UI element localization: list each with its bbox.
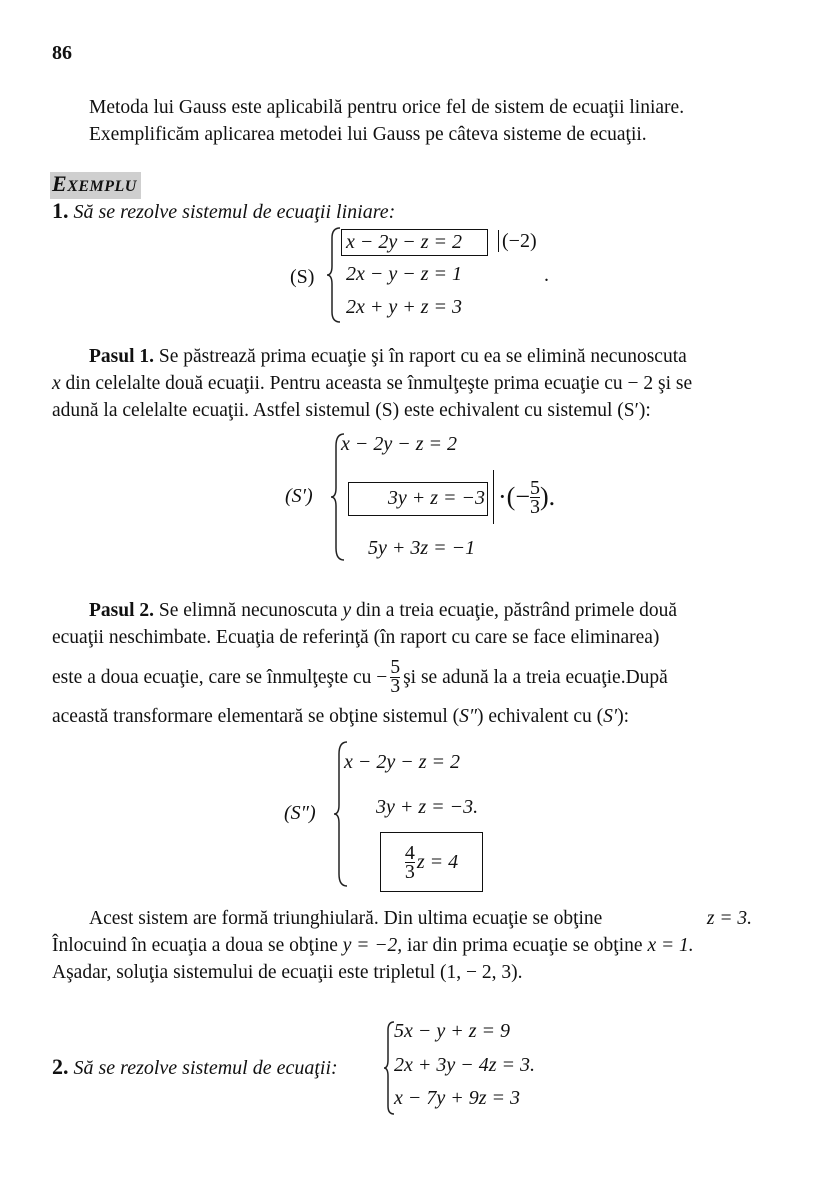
variable: y <box>342 600 352 621</box>
equation: x = 1. <box>647 935 694 956</box>
equation: x − 2y − z = 2 <box>344 751 461 773</box>
page-number: 86 <box>52 42 72 64</box>
example-1-title <box>52 198 395 224</box>
variable: x <box>52 373 61 394</box>
example-number: 2. <box>52 1054 69 1079</box>
conclusion-text: iar din prima ecuaţie se obţine <box>407 935 643 956</box>
example-number: 1. <box>52 198 69 223</box>
step-1-paragraph <box>52 343 752 424</box>
system-s-double-prime-label: (S″) <box>284 802 316 824</box>
step-text: Se păstrează prima ecuaţie şi în raport cu ea se elimină necunoscuta <box>158 346 687 367</box>
multiplier-annotation <box>498 470 555 524</box>
example-section-badge <box>50 172 141 199</box>
example-2-title <box>52 1054 338 1080</box>
step-text: Se elimnă necunoscuta <box>158 600 338 621</box>
left-brace-icon <box>326 226 342 324</box>
pivot-equation-box <box>380 832 483 892</box>
conclusion-text: Aşadar, soluţia sistemului de ecuaţii este tripletul (1, − 2, 3). <box>52 962 523 983</box>
equation: z = 3. <box>706 908 752 929</box>
intro-line: Exemplificăm aplicarea metodei lui Gauss pe câteva sisteme de ecuaţii. <box>89 124 647 145</box>
conclusion-paragraph <box>52 905 752 986</box>
conclusion-text: Acest sistem are formă triunghiulară. Din ultima ecuaţie se obţine <box>89 908 603 929</box>
step-text: ecuaţii neschimbate. Ecuaţia de referinţă (în raport cu care se face eliminarea) <box>52 627 660 648</box>
badge-initial: E <box>52 171 68 196</box>
fraction: $\frac{4}{3}$ <box>404 841 415 883</box>
multiplier-annotation <box>494 230 537 253</box>
intro-paragraph <box>89 94 684 148</box>
equation: 2x + y + z = 3 <box>346 296 463 318</box>
equation: 5x − y + z = 9 <box>394 1020 511 1042</box>
intro-line: Metoda lui Gauss este aplicabilă pentru orice fel de sistem de ecuaţii liniare. <box>89 97 685 118</box>
example-prompt: Să se rezolve sistemul de ecuaţii liniare: <box>73 201 396 223</box>
system-s-prime-label: (S′) <box>285 485 313 507</box>
step-text: adună la celelalte ecuaţii. Astfel sistemul (S) este echivalent cu sistemul (S′): <box>52 400 651 421</box>
multiplier-value: (−2) <box>498 230 537 252</box>
badge-rest: XEMPLU <box>67 178 137 195</box>
equation: 2x + 3y − 4z = 3. <box>394 1054 536 1076</box>
equation: x − 2y − z = 2 <box>346 231 463 253</box>
equation: x − 2y − z = 2 <box>341 433 458 455</box>
equation: 5y + 3z = −1 <box>368 537 476 559</box>
equation: z = 4 <box>416 850 459 873</box>
system-ref: S″ <box>459 706 478 727</box>
multiplier-suffix: ). <box>539 482 556 511</box>
example-prompt: Să se rezolve sistemul de ecuaţii: <box>73 1057 338 1079</box>
equation: 2x − y − z = 1 <box>346 263 463 285</box>
step-label: Pasul 2. <box>89 600 155 621</box>
fraction: $\frac{5}{3}$ <box>390 656 401 697</box>
equation: y = −2, <box>342 935 403 956</box>
pivot-equation-box <box>348 482 488 516</box>
step-label: Pasul 1. <box>89 346 155 367</box>
system-ref: S′ <box>603 706 618 727</box>
step-text: din a treia ecuaţie, păstrând primele două <box>356 600 678 621</box>
conclusion-text: Înlocuind în ecuaţia a doua se obţine <box>52 935 338 956</box>
multiplier-prefix: ·(− <box>498 482 530 511</box>
equation: 3y + z = −3. <box>376 796 479 818</box>
annotation-bar <box>493 470 494 524</box>
fraction: $\frac{5}{3}$ <box>529 476 540 518</box>
step-2-paragraph <box>52 597 752 730</box>
step-text: ): <box>617 706 630 727</box>
equation: x − 7y + 9z = 3 <box>394 1087 521 1109</box>
trailing-period: . <box>544 264 549 286</box>
step-text: ) echivalent cu ( <box>477 706 604 727</box>
step-text: din celelalte două ecuaţii. Pentru aceasta se înmulţeşte prima ecuaţie cu − 2 şi se <box>65 373 693 394</box>
step-text: este a doua ecuaţie, care se înmulţeşte cu − <box>52 666 388 688</box>
system-s-label: (S) <box>290 266 315 288</box>
step-text: şi se adună la a treia ecuaţie.După <box>403 666 668 688</box>
step-text: această transformare elementară se obţine sistemul ( <box>52 706 460 727</box>
equation: 3y + z = −3 <box>387 487 485 509</box>
pivot-equation-box <box>341 229 488 256</box>
